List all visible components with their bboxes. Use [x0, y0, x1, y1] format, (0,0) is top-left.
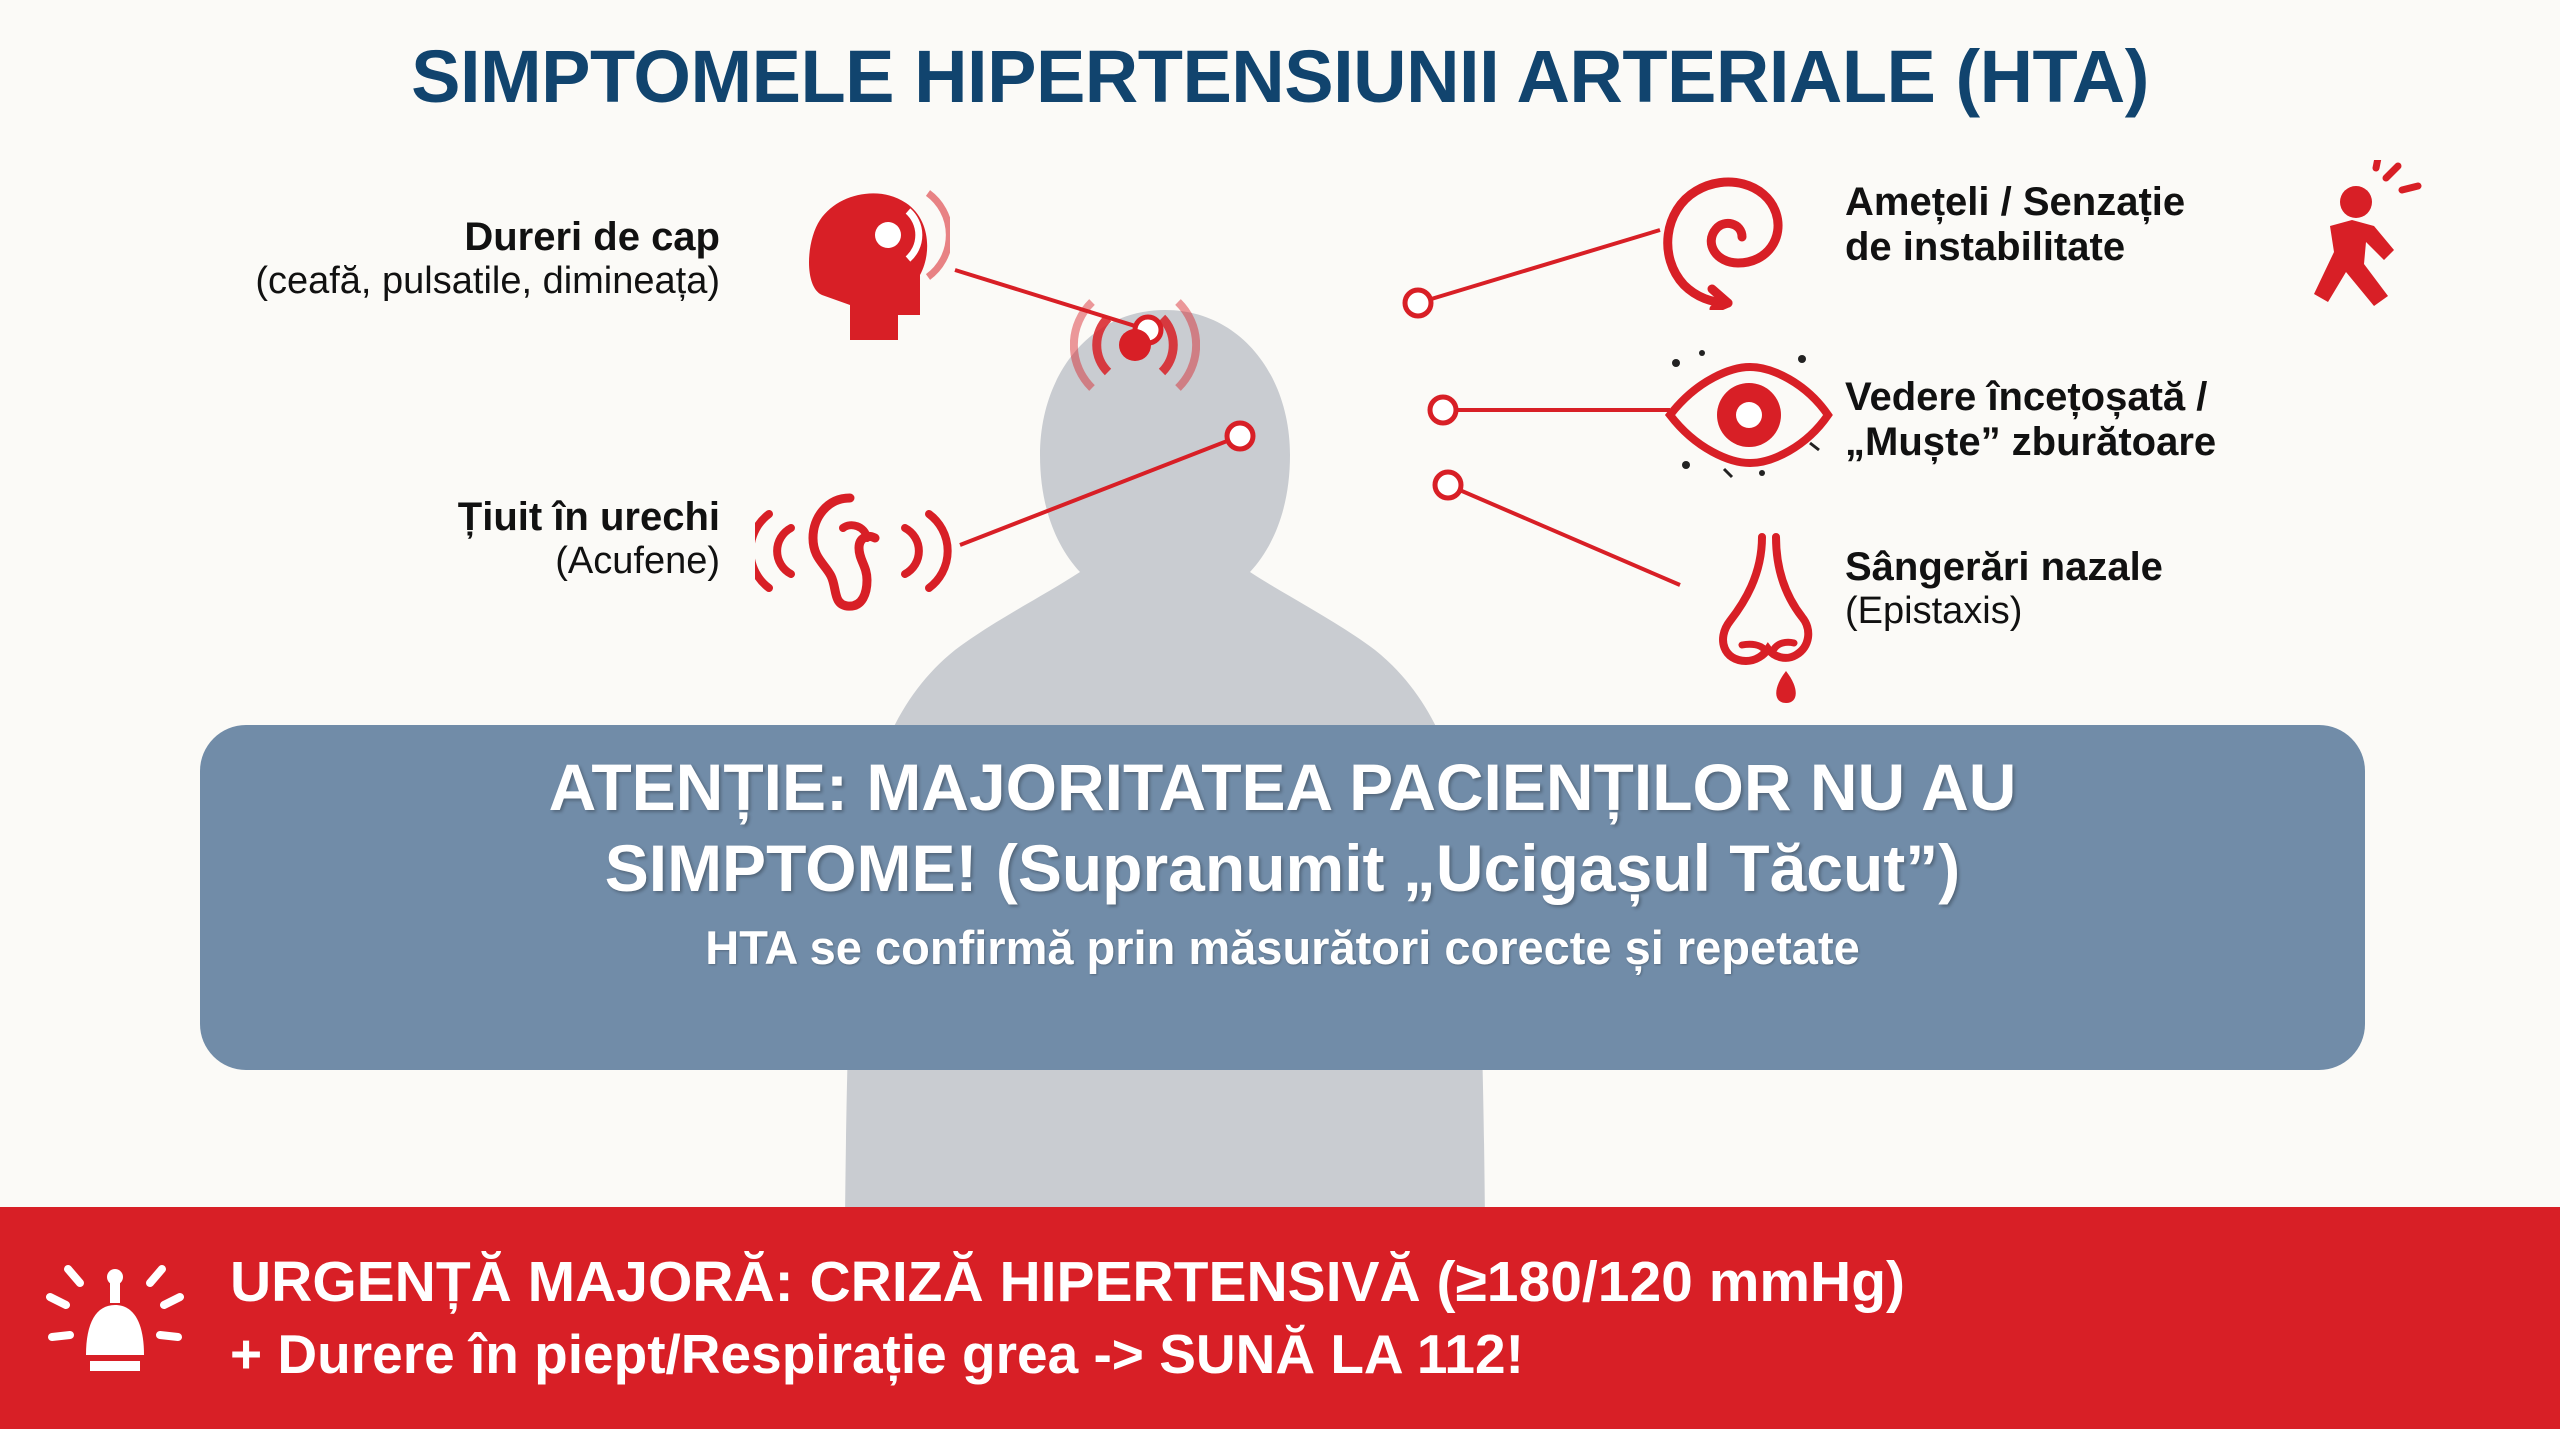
symptom-headache-title: Dureri de cap [464, 215, 720, 259]
ear-ringing-icon [755, 480, 970, 620]
symptom-vision-label [1845, 375, 2485, 465]
symptom-headache-detail: (ceafă, pulsatile, dimineața) [255, 259, 720, 302]
attention-subtitle: HTA se confirmă prin măsurători corecte și repetate [705, 921, 1860, 975]
emergency-line-1: URGENȚĂ MAJORĂ: CRIZĂ HIPERTENSIVĂ (≥180/120 mmHg) [230, 1250, 1906, 1315]
eye-icon [1650, 345, 1840, 485]
symptom-dizziness-title2: de instabilitate [1845, 224, 2126, 269]
symptom-vision-title2: „Muște” zburătoare [1845, 419, 2217, 464]
emergency-line-2: + Durere în piept/Respirație grea -> SUNĂ LA 112! [230, 1323, 1524, 1386]
symptom-tinnitus-detail: (Acufene) [555, 539, 720, 582]
symptom-dizziness-title: Amețeli / Senzație [1845, 180, 2186, 224]
falling-person-icon [2290, 160, 2440, 320]
emergency-banner [0, 1207, 2560, 1429]
page-title: SIMPTOMELE HIPERTENSIUNII ARTERIALE (HTA) [411, 35, 2149, 118]
symptom-tinnitus-label [150, 495, 720, 583]
symptom-nosebleed-title: Sângerări nazale [1845, 545, 2163, 589]
symptom-tinnitus-title: Țiuit în urechi [457, 495, 720, 539]
nose-bleed-icon [1690, 525, 1840, 710]
attention-line-1: ATENȚIE: MAJORITATEA PACIENȚILOR NU AU [548, 750, 2017, 824]
emergency-text [230, 1246, 1905, 1389]
attention-banner [200, 725, 2365, 1070]
symptom-vision-title: Vedere încețoșată / [1845, 375, 2208, 419]
pain-waves-icon [1070, 280, 1200, 410]
attention-line-2: SIMPTOME! (Supranumit „Ucigașul Tăcut”) [604, 830, 1961, 905]
symptom-nosebleed-detail: (Epistaxis) [1845, 589, 2023, 632]
siren-icon-wrap [0, 1243, 230, 1393]
symptom-nosebleed-label [1845, 545, 2465, 633]
spiral-dizzy-icon [1650, 165, 1830, 310]
symptom-headache-label [90, 215, 720, 303]
siren-icon [40, 1243, 190, 1393]
head-pain-icon [780, 175, 950, 365]
